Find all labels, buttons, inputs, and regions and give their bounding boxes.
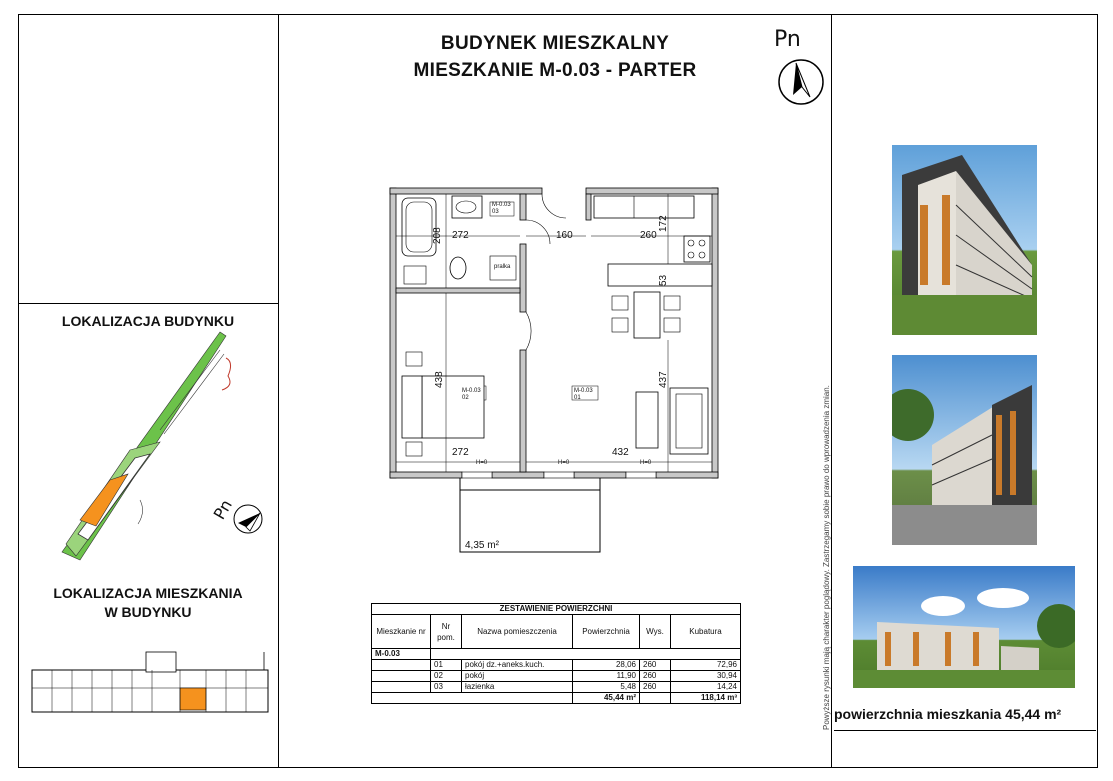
balcony-area-label: 4,35 m²	[465, 540, 499, 551]
dimension-label: 438	[434, 371, 445, 388]
room-tag-living-no: 01	[574, 395, 581, 401]
floor-key-plan	[28, 648, 272, 718]
north-label: Pn	[774, 27, 801, 52]
frame-right	[1097, 14, 1098, 768]
frame-top	[18, 14, 1098, 15]
column-header: Mieszkanie nr	[372, 615, 431, 649]
divider-right	[831, 14, 832, 768]
divider-sidebar	[18, 303, 278, 304]
apartment-area-caption: powierzchnia mieszkania 45,44 m²	[834, 706, 1062, 722]
room-area-cell: 5,48	[573, 682, 640, 693]
room-no-cell: 03	[431, 682, 462, 693]
room-tag-bedroom-no: 02	[462, 395, 469, 401]
caption-underline	[834, 730, 1096, 731]
dimension-label: 432	[612, 447, 629, 458]
apartment-location-title-line2: W BUDYNKU	[104, 604, 192, 620]
table-row	[372, 682, 741, 693]
window-mark: H=0	[640, 460, 652, 466]
dimension-label: 272	[452, 230, 469, 241]
area-table-title: ZESTAWIENIE POWIERZCHNI	[372, 604, 741, 615]
page-title-line1: BUDYNEK MIESZKALNY	[440, 33, 670, 54]
room-height-cell: 260	[640, 660, 671, 671]
page-title-line2: MIESZKANIE M-0.03 - PARTER	[413, 60, 697, 81]
room-area-cell: 28,06	[573, 660, 640, 671]
building-location-title: LOKALIZACJA BUDYNKU	[61, 313, 235, 329]
apartment-id-cell: M-0.03	[372, 649, 431, 660]
window-mark: H=0	[476, 460, 488, 466]
room-area-cell: 11,90	[573, 671, 640, 682]
frame-bottom	[18, 767, 1098, 768]
column-header: Kubatura	[671, 615, 741, 649]
dimension-label: 160	[556, 230, 573, 241]
column-header: Nr pom.	[431, 615, 462, 649]
room-name-cell: łazienka	[462, 682, 573, 693]
room-no-cell: 01	[431, 660, 462, 671]
room-name-cell: pokój dz.+aneks.kuch.	[462, 660, 573, 671]
site-north-label: Pn	[209, 496, 236, 523]
room-name-cell: pokój	[462, 671, 573, 682]
building-render-1	[892, 145, 1037, 335]
area-summary-table	[371, 603, 741, 704]
dimension-label: 53	[658, 274, 669, 286]
total-volume-cell: 118,14 m³	[671, 693, 741, 704]
room-tag-living-id: M-0.03	[574, 388, 593, 394]
room-tag-bathroom-no: 03	[492, 209, 499, 215]
room-volume-cell: 14,24	[671, 682, 741, 693]
north-arrow-icon	[776, 57, 826, 107]
room-no-cell: 02	[431, 671, 462, 682]
washer-label: pralka	[494, 264, 511, 270]
total-area-cell: 45,44 m²	[573, 693, 640, 704]
dimension-label: 272	[452, 447, 469, 458]
column-header: Wys.	[640, 615, 671, 649]
site-north-arrow-icon	[232, 503, 264, 535]
divider-left	[278, 14, 279, 768]
building-render-2	[892, 355, 1037, 545]
dimension-label: 437	[658, 371, 669, 388]
apartment-location-title-line1: LOKALIZACJA MIESZKANIA	[53, 585, 243, 601]
room-volume-cell: 30,94	[671, 671, 741, 682]
room-height-cell: 260	[640, 682, 671, 693]
room-tag-bedroom-id: M-0.03	[462, 388, 481, 394]
room-height-cell: 260	[640, 671, 671, 682]
disclaimer-note: Powyższe rysunki mają charakter poglądowy. Zastrzegamy sobie prawo do wprowadzenia zmian.	[822, 385, 831, 730]
table-row	[372, 660, 741, 671]
room-volume-cell: 72,96	[671, 660, 741, 671]
dimension-label: 208	[432, 227, 443, 244]
site-plan	[40, 330, 260, 570]
column-header: Nazwa pomieszczenia	[462, 615, 573, 649]
room-tag-bathroom-id: M-0.03	[492, 202, 511, 208]
window-mark: H=0	[558, 460, 570, 466]
dimension-label: 260	[640, 230, 657, 241]
building-render-3	[853, 566, 1075, 688]
frame-left	[18, 14, 19, 768]
dimension-label: 172	[658, 215, 669, 232]
table-row	[372, 671, 741, 682]
column-header: Powierzchnia	[573, 615, 640, 649]
